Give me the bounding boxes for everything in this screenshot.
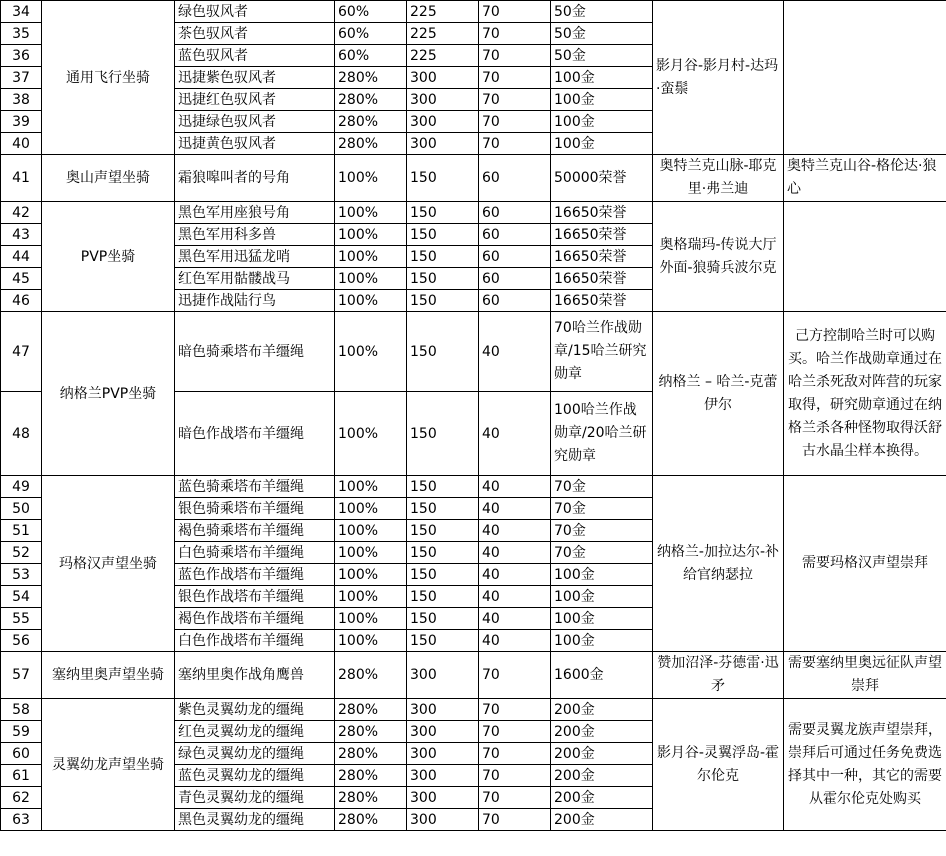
mount-name: 褐色作战塔布羊缰绳 bbox=[175, 608, 335, 630]
value-cell: 150 bbox=[407, 268, 479, 290]
level-cell: 70 bbox=[479, 133, 551, 155]
level-cell: 40 bbox=[479, 630, 551, 652]
row-id: 40 bbox=[1, 133, 42, 155]
category-cell: PVP坐骑 bbox=[42, 202, 175, 312]
row-id: 58 bbox=[1, 699, 42, 721]
value-cell: 300 bbox=[407, 721, 479, 743]
speed-cell: 280% bbox=[335, 133, 407, 155]
row-id: 35 bbox=[1, 23, 42, 45]
note-cell bbox=[784, 1, 946, 155]
level-cell: 60 bbox=[479, 202, 551, 224]
price-cell: 50金 bbox=[551, 23, 653, 45]
price-cell: 70哈兰作战勋章/15哈兰研究勋章 bbox=[551, 312, 653, 392]
level-cell: 40 bbox=[479, 476, 551, 498]
price-cell: 50000荣誉 bbox=[551, 155, 653, 202]
category-cell: 玛格汉声望坐骑 bbox=[42, 476, 175, 652]
price-cell: 100哈兰作战勋章/20哈兰研究勋章 bbox=[551, 392, 653, 476]
level-cell: 40 bbox=[479, 312, 551, 392]
row-id: 43 bbox=[1, 224, 42, 246]
price-cell: 100金 bbox=[551, 89, 653, 111]
speed-cell: 100% bbox=[335, 498, 407, 520]
speed-cell: 100% bbox=[335, 542, 407, 564]
mount-name: 青色灵翼幼龙的缰绳 bbox=[175, 787, 335, 809]
value-cell: 300 bbox=[407, 743, 479, 765]
price-cell: 100金 bbox=[551, 586, 653, 608]
mount-name: 蓝色灵翼幼龙的缰绳 bbox=[175, 765, 335, 787]
row-id: 36 bbox=[1, 45, 42, 67]
mount-name: 暗色作战塔布羊缰绳 bbox=[175, 392, 335, 476]
note-cell: 己方控制哈兰时可以购买。哈兰作战勋章通过在哈兰杀死敌对阵营的玩家取得，研究勋章通过在纳格兰杀各种怪物取得沃舒古水晶尘样本换得。 bbox=[784, 312, 946, 476]
value-cell: 150 bbox=[407, 586, 479, 608]
row-id: 38 bbox=[1, 89, 42, 111]
table-row bbox=[1, 699, 946, 721]
row-id: 37 bbox=[1, 67, 42, 89]
level-cell: 40 bbox=[479, 392, 551, 476]
mount-name: 茶色驭风者 bbox=[175, 23, 335, 45]
value-cell: 150 bbox=[407, 392, 479, 476]
level-cell: 40 bbox=[479, 498, 551, 520]
price-cell: 100金 bbox=[551, 608, 653, 630]
value-cell: 225 bbox=[407, 45, 479, 67]
speed-cell: 100% bbox=[335, 520, 407, 542]
level-cell: 60 bbox=[479, 268, 551, 290]
level-cell: 70 bbox=[479, 45, 551, 67]
speed-cell: 100% bbox=[335, 246, 407, 268]
speed-cell: 100% bbox=[335, 290, 407, 312]
row-id: 59 bbox=[1, 721, 42, 743]
value-cell: 150 bbox=[407, 542, 479, 564]
mount-name: 紫色灵翼幼龙的缰绳 bbox=[175, 699, 335, 721]
mount-name: 黑色军用科多兽 bbox=[175, 224, 335, 246]
value-cell: 150 bbox=[407, 246, 479, 268]
speed-cell: 100% bbox=[335, 476, 407, 498]
speed-cell: 280% bbox=[335, 721, 407, 743]
speed-cell: 280% bbox=[335, 67, 407, 89]
note-cell: 奥特兰克山谷-格伦达·狼心 bbox=[784, 155, 946, 202]
level-cell: 40 bbox=[479, 542, 551, 564]
row-id: 50 bbox=[1, 498, 42, 520]
row-id: 60 bbox=[1, 743, 42, 765]
mount-name: 黑色军用迅猛龙哨 bbox=[175, 246, 335, 268]
level-cell: 70 bbox=[479, 1, 551, 23]
price-cell: 70金 bbox=[551, 498, 653, 520]
location-cell: 影月谷-灵翼浮岛-霍尔伦克 bbox=[653, 699, 784, 831]
mount-name: 绿色灵翼幼龙的缰绳 bbox=[175, 743, 335, 765]
mount-name: 红色灵翼幼龙的缰绳 bbox=[175, 721, 335, 743]
speed-cell: 280% bbox=[335, 809, 407, 831]
row-id: 46 bbox=[1, 290, 42, 312]
level-cell: 70 bbox=[479, 743, 551, 765]
row-id: 52 bbox=[1, 542, 42, 564]
mount-name: 塞纳里奥作战角鹰兽 bbox=[175, 652, 335, 699]
row-id: 55 bbox=[1, 608, 42, 630]
level-cell: 70 bbox=[479, 89, 551, 111]
mount-name: 蓝色骑乘塔布羊缰绳 bbox=[175, 476, 335, 498]
value-cell: 150 bbox=[407, 224, 479, 246]
speed-cell: 100% bbox=[335, 564, 407, 586]
value-cell: 300 bbox=[407, 67, 479, 89]
mount-name: 暗色骑乘塔布羊缰绳 bbox=[175, 312, 335, 392]
table-row bbox=[1, 202, 946, 224]
speed-cell: 280% bbox=[335, 89, 407, 111]
speed-cell: 60% bbox=[335, 1, 407, 23]
speed-cell: 100% bbox=[335, 586, 407, 608]
mount-name: 银色作战塔布羊缰绳 bbox=[175, 586, 335, 608]
price-cell: 200金 bbox=[551, 721, 653, 743]
value-cell: 150 bbox=[407, 312, 479, 392]
mount-name: 迅捷紫色驭风者 bbox=[175, 67, 335, 89]
mount-name: 蓝色作战塔布羊缰绳 bbox=[175, 564, 335, 586]
price-cell: 100金 bbox=[551, 133, 653, 155]
level-cell: 60 bbox=[479, 224, 551, 246]
value-cell: 150 bbox=[407, 202, 479, 224]
table-row bbox=[1, 652, 946, 699]
level-cell: 40 bbox=[479, 520, 551, 542]
table-row bbox=[1, 312, 946, 392]
mount-name: 褐色骑乘塔布羊缰绳 bbox=[175, 520, 335, 542]
row-id: 61 bbox=[1, 765, 42, 787]
mount-name: 白色作战塔布羊缰绳 bbox=[175, 630, 335, 652]
price-cell: 100金 bbox=[551, 111, 653, 133]
row-id: 34 bbox=[1, 1, 42, 23]
value-cell: 300 bbox=[407, 652, 479, 699]
speed-cell: 280% bbox=[335, 787, 407, 809]
level-cell: 70 bbox=[479, 652, 551, 699]
speed-cell: 100% bbox=[335, 630, 407, 652]
value-cell: 300 bbox=[407, 111, 479, 133]
price-cell: 100金 bbox=[551, 67, 653, 89]
price-cell: 16650荣誉 bbox=[551, 290, 653, 312]
price-cell: 200金 bbox=[551, 743, 653, 765]
note-cell: 需要玛格汉声望崇拜 bbox=[784, 476, 946, 652]
mount-name: 白色骑乘塔布羊缰绳 bbox=[175, 542, 335, 564]
value-cell: 300 bbox=[407, 765, 479, 787]
price-cell: 70金 bbox=[551, 542, 653, 564]
speed-cell: 100% bbox=[335, 155, 407, 202]
mount-name: 迅捷绿色驭风者 bbox=[175, 111, 335, 133]
row-id: 39 bbox=[1, 111, 42, 133]
value-cell: 300 bbox=[407, 809, 479, 831]
value-cell: 150 bbox=[407, 290, 479, 312]
mount-name: 银色骑乘塔布羊缰绳 bbox=[175, 498, 335, 520]
row-id: 47 bbox=[1, 312, 42, 392]
category-cell: 通用飞行坐骑 bbox=[42, 1, 175, 155]
mount-name: 迅捷红色驭风者 bbox=[175, 89, 335, 111]
row-id: 44 bbox=[1, 246, 42, 268]
price-cell: 16650荣誉 bbox=[551, 224, 653, 246]
value-cell: 150 bbox=[407, 155, 479, 202]
note-cell bbox=[784, 202, 946, 312]
row-id: 53 bbox=[1, 564, 42, 586]
mount-name: 迅捷黄色驭风者 bbox=[175, 133, 335, 155]
speed-cell: 60% bbox=[335, 23, 407, 45]
level-cell: 40 bbox=[479, 564, 551, 586]
value-cell: 150 bbox=[407, 476, 479, 498]
value-cell: 300 bbox=[407, 787, 479, 809]
level-cell: 70 bbox=[479, 699, 551, 721]
mount-name: 黑色军用座狼号角 bbox=[175, 202, 335, 224]
mount-name: 红色军用骷髅战马 bbox=[175, 268, 335, 290]
row-id: 48 bbox=[1, 392, 42, 476]
speed-cell: 280% bbox=[335, 111, 407, 133]
level-cell: 70 bbox=[479, 721, 551, 743]
table-row bbox=[1, 155, 946, 202]
price-cell: 1600金 bbox=[551, 652, 653, 699]
row-id: 62 bbox=[1, 787, 42, 809]
level-cell: 70 bbox=[479, 67, 551, 89]
level-cell: 60 bbox=[479, 246, 551, 268]
row-id: 57 bbox=[1, 652, 42, 699]
price-cell: 100金 bbox=[551, 630, 653, 652]
level-cell: 70 bbox=[479, 809, 551, 831]
row-id: 51 bbox=[1, 520, 42, 542]
category-cell: 塞纳里奥声望坐骑 bbox=[42, 652, 175, 699]
category-cell: 灵翼幼龙声望坐骑 bbox=[42, 699, 175, 831]
speed-cell: 280% bbox=[335, 699, 407, 721]
value-cell: 150 bbox=[407, 608, 479, 630]
speed-cell: 280% bbox=[335, 652, 407, 699]
speed-cell: 100% bbox=[335, 392, 407, 476]
category-cell: 奥山声望坐骑 bbox=[42, 155, 175, 202]
value-cell: 150 bbox=[407, 630, 479, 652]
price-cell: 200金 bbox=[551, 699, 653, 721]
price-cell: 100金 bbox=[551, 564, 653, 586]
location-cell: 影月谷-影月村-达玛·蛮鬃 bbox=[653, 1, 784, 155]
level-cell: 60 bbox=[479, 155, 551, 202]
price-cell: 16650荣誉 bbox=[551, 268, 653, 290]
value-cell: 300 bbox=[407, 89, 479, 111]
level-cell: 70 bbox=[479, 765, 551, 787]
row-id: 42 bbox=[1, 202, 42, 224]
location-cell: 赞加沼泽-芬德雷·迅矛 bbox=[653, 652, 784, 699]
price-cell: 16650荣誉 bbox=[551, 246, 653, 268]
mount-name: 霜狼嗥叫者的号角 bbox=[175, 155, 335, 202]
location-cell: 纳格兰-加拉达尔-补给官纳瑟拉 bbox=[653, 476, 784, 652]
speed-cell: 60% bbox=[335, 45, 407, 67]
row-id: 63 bbox=[1, 809, 42, 831]
price-cell: 200金 bbox=[551, 809, 653, 831]
speed-cell: 100% bbox=[335, 608, 407, 630]
note-cell: 需要灵翼龙族声望崇拜，崇拜后可通过任务免费选择其中一种，其它的需要从霍尔伦克处购买 bbox=[784, 699, 946, 831]
price-cell: 50金 bbox=[551, 1, 653, 23]
value-cell: 150 bbox=[407, 520, 479, 542]
location-cell: 纳格兰 – 哈兰-克蕾伊尔 bbox=[653, 312, 784, 476]
value-cell: 300 bbox=[407, 699, 479, 721]
note-cell: 需要塞纳里奥远征队声望崇拜 bbox=[784, 652, 946, 699]
row-id: 49 bbox=[1, 476, 42, 498]
price-cell: 16650荣誉 bbox=[551, 202, 653, 224]
speed-cell: 100% bbox=[335, 268, 407, 290]
value-cell: 150 bbox=[407, 498, 479, 520]
price-cell: 70金 bbox=[551, 520, 653, 542]
value-cell: 300 bbox=[407, 133, 479, 155]
speed-cell: 100% bbox=[335, 312, 407, 392]
value-cell: 225 bbox=[407, 23, 479, 45]
level-cell: 60 bbox=[479, 290, 551, 312]
table-row bbox=[1, 476, 946, 498]
category-cell: 纳格兰PVP坐骑 bbox=[42, 312, 175, 476]
value-cell: 150 bbox=[407, 564, 479, 586]
price-cell: 200金 bbox=[551, 787, 653, 809]
level-cell: 70 bbox=[479, 23, 551, 45]
location-cell: 奥特兰克山脉-耶克里·弗兰迪 bbox=[653, 155, 784, 202]
mount-name: 蓝色驭风者 bbox=[175, 45, 335, 67]
mount-name: 迅捷作战陆行鸟 bbox=[175, 290, 335, 312]
row-id: 56 bbox=[1, 630, 42, 652]
row-id: 45 bbox=[1, 268, 42, 290]
speed-cell: 280% bbox=[335, 765, 407, 787]
speed-cell: 100% bbox=[335, 202, 407, 224]
price-cell: 200金 bbox=[551, 765, 653, 787]
speed-cell: 100% bbox=[335, 224, 407, 246]
price-cell: 50金 bbox=[551, 45, 653, 67]
mount-name: 绿色驭风者 bbox=[175, 1, 335, 23]
level-cell: 40 bbox=[479, 586, 551, 608]
level-cell: 70 bbox=[479, 111, 551, 133]
speed-cell: 280% bbox=[335, 743, 407, 765]
row-id: 54 bbox=[1, 586, 42, 608]
level-cell: 70 bbox=[479, 787, 551, 809]
value-cell: 225 bbox=[407, 1, 479, 23]
level-cell: 40 bbox=[479, 608, 551, 630]
table-row bbox=[1, 1, 946, 23]
price-cell: 70金 bbox=[551, 476, 653, 498]
row-id: 41 bbox=[1, 155, 42, 202]
location-cell: 奥格瑞玛-传说大厅外面-狼骑兵波尔克 bbox=[653, 202, 784, 312]
mount-name: 黑色灵翼幼龙的缰绳 bbox=[175, 809, 335, 831]
